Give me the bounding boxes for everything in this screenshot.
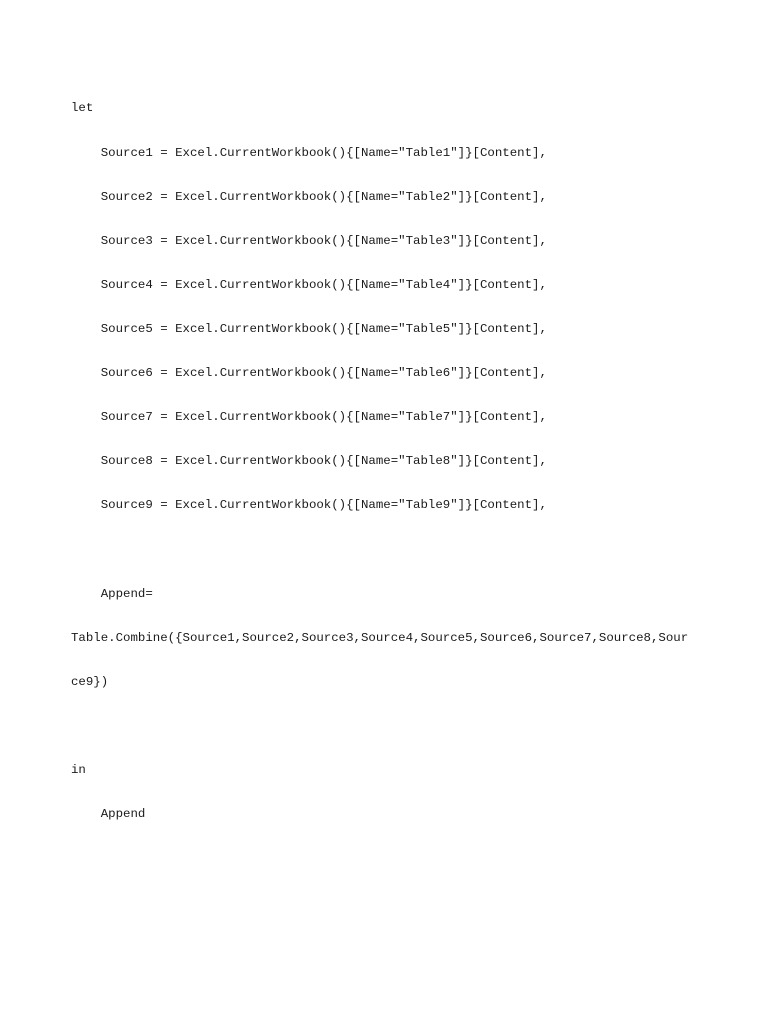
code-line: Source1 = Excel.CurrentWorkbook(){[Name="Table1"]}[Content], — [71, 145, 547, 160]
code-line: Source6 = Excel.CurrentWorkbook(){[Name="Table6"]}[Content], — [71, 366, 547, 381]
code-line: Source9 = Excel.CurrentWorkbook(){[Name="Table9"]}[Content], — [71, 498, 547, 513]
code-line: Source7 = Excel.CurrentWorkbook(){[Name="Table7"]}[Content], — [71, 410, 547, 425]
code-block — [71, 72, 711, 851]
code-line: Append — [71, 807, 146, 822]
code-line: ce9}) — [71, 674, 109, 689]
code-line: Source8 = Excel.CurrentWorkbook(){[Name="Table8"]}[Content], — [71, 454, 547, 469]
code-line-blank — [71, 543, 711, 558]
code-line-blank — [71, 719, 711, 734]
code-line: Source2 = Excel.CurrentWorkbook(){[Name="Table2"]}[Content], — [71, 189, 547, 204]
code-line: Append= — [71, 586, 153, 601]
code-line: Source4 = Excel.CurrentWorkbook(){[Name="Table4"]}[Content], — [71, 277, 547, 292]
code-line: in — [71, 763, 86, 778]
code-line: Table.Combine({Source1,Source2,Source3,Source4,Source5,Source6,Source7,Source8,Sour — [71, 630, 689, 645]
code-line: Source5 = Excel.CurrentWorkbook(){[Name="Table5"]}[Content], — [71, 321, 547, 336]
code-line: let — [71, 101, 94, 116]
code-line: Source3 = Excel.CurrentWorkbook(){[Name="Table3"]}[Content], — [71, 233, 547, 248]
